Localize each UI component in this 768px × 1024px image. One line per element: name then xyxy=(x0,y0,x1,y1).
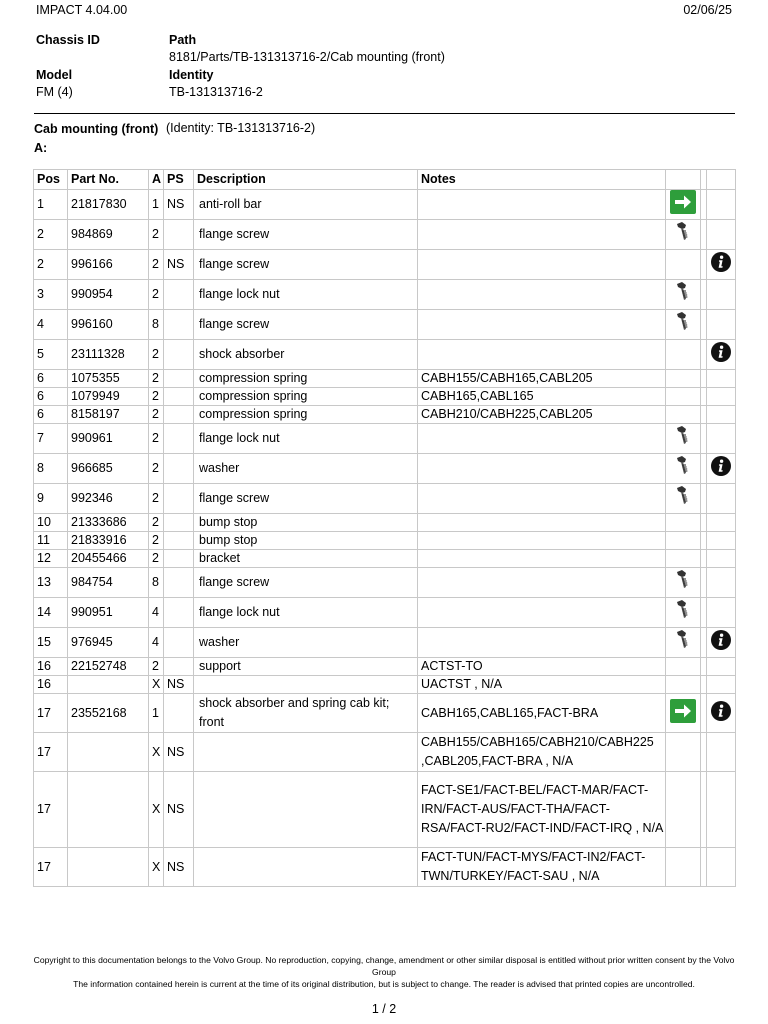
cell-ps: NS xyxy=(164,250,194,280)
cell-description: shock absorber and spring cab kit; front xyxy=(194,694,418,733)
cell-pos: 14 xyxy=(34,598,68,628)
cell-icon2 xyxy=(707,848,736,887)
cell-a: 4 xyxy=(149,628,164,658)
cell-ps: NS xyxy=(164,848,194,887)
identity-value: TB-131313716-2 xyxy=(169,85,263,99)
cell-notes xyxy=(418,340,666,370)
cell-a: 1 xyxy=(149,190,164,220)
cell-part-no: 21817830 xyxy=(68,190,149,220)
cell-ps xyxy=(164,370,194,388)
col-part-no: Part No. xyxy=(68,170,149,190)
cell-icon1 xyxy=(666,424,701,454)
cell-icon1 xyxy=(666,280,701,310)
cell-icon2 xyxy=(707,454,736,484)
cell-ps: NS xyxy=(164,190,194,220)
cell-part-no: 984869 xyxy=(68,220,149,250)
cell-description: support xyxy=(194,658,418,676)
cell-icon2 xyxy=(707,388,736,406)
cell-description: compression spring xyxy=(194,388,418,406)
cell-ps xyxy=(164,454,194,484)
cell-part-no: 23552168 xyxy=(68,694,149,733)
col-pos: Pos xyxy=(34,170,68,190)
cell-part-no: 996166 xyxy=(68,250,149,280)
cell-ps xyxy=(164,514,194,532)
table-row xyxy=(34,772,736,848)
cell-pos: 16 xyxy=(34,658,68,676)
cell-icon2 xyxy=(707,310,736,340)
cell-part-no: 21833916 xyxy=(68,532,149,550)
cell-pos: 2 xyxy=(34,220,68,250)
cell-icon2 xyxy=(707,250,736,280)
col-notes: Notes xyxy=(418,170,666,190)
cell-notes: CABH210/CABH225,CABL205 xyxy=(418,406,666,424)
cell-icon1 xyxy=(666,676,701,694)
table-row xyxy=(34,598,736,628)
cell-ps xyxy=(164,424,194,454)
cell-pos: 17 xyxy=(34,772,68,848)
cell-notes xyxy=(418,190,666,220)
info-icon[interactable] xyxy=(710,251,732,278)
cell-notes xyxy=(418,310,666,340)
info-icon[interactable] xyxy=(710,455,732,482)
cell-description: flange screw xyxy=(194,310,418,340)
part-image-icon[interactable] xyxy=(675,221,691,248)
cell-ps xyxy=(164,340,194,370)
part-image-icon[interactable] xyxy=(675,455,691,482)
cell-a: 2 xyxy=(149,532,164,550)
cell-description: flange screw xyxy=(194,220,418,250)
cell-a: 2 xyxy=(149,370,164,388)
col-a: A xyxy=(149,170,164,190)
cell-ps xyxy=(164,484,194,514)
cell-ps: NS xyxy=(164,733,194,772)
cell-notes: UACTST , N/A xyxy=(418,676,666,694)
info-icon[interactable] xyxy=(710,341,732,368)
cell-pos: 7 xyxy=(34,424,68,454)
cell-ps: NS xyxy=(164,676,194,694)
cell-icon1 xyxy=(666,694,701,733)
cell-icon1 xyxy=(666,733,701,772)
cell-notes: CABH165,CABL165 xyxy=(418,388,666,406)
cell-icon2 xyxy=(707,280,736,310)
path-value: 8181/Parts/TB-131313716-2/Cab mounting (front) xyxy=(169,50,445,64)
cell-part-no xyxy=(68,772,149,848)
table-row xyxy=(34,694,736,733)
cell-pos: 15 xyxy=(34,628,68,658)
cell-a: 2 xyxy=(149,388,164,406)
table-row xyxy=(34,370,736,388)
table-row xyxy=(34,848,736,887)
cell-pos: 11 xyxy=(34,532,68,550)
cell-icon2 xyxy=(707,406,736,424)
info-icon[interactable] xyxy=(710,629,732,656)
cell-description: flange screw xyxy=(194,568,418,598)
cell-notes: CABH155/CABH165/CABH210/CABH225 ,CABL205,FACT-BRA , N/A xyxy=(418,733,666,772)
cell-icon1 xyxy=(666,598,701,628)
cell-icon2 xyxy=(707,532,736,550)
cell-ps: NS xyxy=(164,772,194,848)
cell-part-no: 8158197 xyxy=(68,406,149,424)
cell-icon1 xyxy=(666,454,701,484)
cell-description: anti-roll bar xyxy=(194,190,418,220)
app-version: IMPACT 4.04.00 xyxy=(36,3,128,17)
cell-icon1 xyxy=(666,550,701,568)
section-title: Cab mounting (front) xyxy=(34,122,159,136)
cell-notes xyxy=(418,628,666,658)
cell-notes xyxy=(418,532,666,550)
cell-icon1 xyxy=(666,568,701,598)
cell-icon1 xyxy=(666,772,701,848)
cell-icon2 xyxy=(707,568,736,598)
cell-icon2 xyxy=(707,484,736,514)
part-image-icon[interactable] xyxy=(675,281,691,308)
cell-ps xyxy=(164,532,194,550)
cell-ps xyxy=(164,220,194,250)
cell-part-no: 1079949 xyxy=(68,388,149,406)
part-image-icon[interactable] xyxy=(675,569,691,596)
cell-description: flange lock nut xyxy=(194,598,418,628)
cell-a: 8 xyxy=(149,568,164,598)
cell-notes xyxy=(418,484,666,514)
cell-part-no: 990951 xyxy=(68,598,149,628)
header-divider xyxy=(34,113,735,114)
cell-icon1 xyxy=(666,310,701,340)
table-row xyxy=(34,484,736,514)
cell-a: 2 xyxy=(149,658,164,676)
cell-notes xyxy=(418,280,666,310)
cell-pos: 4 xyxy=(34,310,68,340)
cell-ps xyxy=(164,550,194,568)
cell-icon1 xyxy=(666,848,701,887)
cell-pos: 13 xyxy=(34,568,68,598)
cell-a: X xyxy=(149,848,164,887)
cell-notes xyxy=(418,514,666,532)
table-row xyxy=(34,388,736,406)
cell-description: bump stop xyxy=(194,514,418,532)
cell-icon1 xyxy=(666,220,701,250)
table-row xyxy=(34,568,736,598)
cell-notes: FACT-SE1/FACT-BEL/FACT-MAR/FACT-IRN/FACT-AUS/FACT-THA/FACT-RSA/FACT-RU2/FACT-IND/FACT-IRQ , N/A xyxy=(418,772,666,848)
cell-pos: 2 xyxy=(34,250,68,280)
cell-icon1 xyxy=(666,532,701,550)
cell-icon2 xyxy=(707,676,736,694)
identity-label: Identity xyxy=(169,68,214,82)
table-row xyxy=(34,733,736,772)
cell-ps xyxy=(164,280,194,310)
cell-icon2 xyxy=(707,733,736,772)
cell-icon2 xyxy=(707,550,736,568)
table-row xyxy=(34,250,736,280)
cell-a: 2 xyxy=(149,340,164,370)
cell-a: 4 xyxy=(149,598,164,628)
cell-a: 2 xyxy=(149,454,164,484)
cell-notes: CABH165,CABL165,FACT-BRA xyxy=(418,694,666,733)
cell-ps xyxy=(164,568,194,598)
table-row xyxy=(34,310,736,340)
cell-icon2 xyxy=(707,772,736,848)
cell-pos: 6 xyxy=(34,406,68,424)
cell-notes xyxy=(418,250,666,280)
table-row xyxy=(34,532,736,550)
cell-icon2 xyxy=(707,220,736,250)
part-image-icon[interactable] xyxy=(675,311,691,338)
parts-table-body xyxy=(34,190,736,887)
cell-part-no: 996160 xyxy=(68,310,149,340)
cell-icon2 xyxy=(707,628,736,658)
cell-ps xyxy=(164,406,194,424)
cell-notes: CABH155/CABH165,CABL205 xyxy=(418,370,666,388)
col-description: Description xyxy=(194,170,418,190)
col-icon1 xyxy=(666,170,701,190)
cell-description: flange lock nut xyxy=(194,280,418,310)
cell-pos: 9 xyxy=(34,484,68,514)
table-row xyxy=(34,676,736,694)
parts-table xyxy=(33,169,736,887)
cell-pos: 10 xyxy=(34,514,68,532)
cell-a: X xyxy=(149,676,164,694)
cell-ps xyxy=(164,628,194,658)
cell-a: 2 xyxy=(149,280,164,310)
cell-description: compression spring xyxy=(194,406,418,424)
table-row xyxy=(34,550,736,568)
cell-description: washer xyxy=(194,454,418,484)
cell-description xyxy=(194,772,418,848)
cell-part-no: 966685 xyxy=(68,454,149,484)
cell-description: shock absorber xyxy=(194,340,418,370)
cell-icon1 xyxy=(666,190,701,220)
info-icon[interactable] xyxy=(710,700,732,727)
table-header-row xyxy=(34,170,736,190)
cell-a: X xyxy=(149,733,164,772)
cell-pos: 6 xyxy=(34,388,68,406)
cell-notes xyxy=(418,424,666,454)
cell-pos: 3 xyxy=(34,280,68,310)
cell-notes xyxy=(418,220,666,250)
cell-description: flange screw xyxy=(194,484,418,514)
table-row xyxy=(34,406,736,424)
cell-pos: 17 xyxy=(34,694,68,733)
cell-a: 1 xyxy=(149,694,164,733)
cell-icon2 xyxy=(707,658,736,676)
cell-description: bump stop xyxy=(194,532,418,550)
cell-part-no: 976945 xyxy=(68,628,149,658)
cell-pos: 17 xyxy=(34,733,68,772)
part-image-icon[interactable] xyxy=(675,629,691,656)
cell-icon1 xyxy=(666,514,701,532)
cell-icon1 xyxy=(666,406,701,424)
cell-description: flange lock nut xyxy=(194,424,418,454)
cell-part-no: 23111328 xyxy=(68,340,149,370)
cell-part-no: 20455466 xyxy=(68,550,149,568)
cell-description: flange screw xyxy=(194,250,418,280)
part-image-icon[interactable] xyxy=(675,599,691,626)
cell-a: 2 xyxy=(149,220,164,250)
table-row xyxy=(34,340,736,370)
cell-part-no: 990961 xyxy=(68,424,149,454)
section-identity: (Identity: TB-131313716-2) xyxy=(166,121,316,135)
cell-icon2 xyxy=(707,190,736,220)
table-row xyxy=(34,424,736,454)
cell-pos: 17 xyxy=(34,848,68,887)
cell-pos: 6 xyxy=(34,370,68,388)
model-label: Model xyxy=(36,68,73,82)
col-icon2 xyxy=(707,170,736,190)
cell-description: washer xyxy=(194,628,418,658)
cell-icon1 xyxy=(666,388,701,406)
cell-a: 8 xyxy=(149,310,164,340)
cell-pos: 8 xyxy=(34,454,68,484)
section-sub: A: xyxy=(34,141,48,155)
cell-notes: FACT-TUN/FACT-MYS/FACT-IN2/FACT-TWN/TURKEY/FACT-SAU , N/A xyxy=(418,848,666,887)
cell-ps xyxy=(164,694,194,733)
cell-ps xyxy=(164,598,194,628)
cell-notes xyxy=(418,454,666,484)
cell-a: 2 xyxy=(149,250,164,280)
cell-icon2 xyxy=(707,694,736,733)
table-row xyxy=(34,628,736,658)
table-row xyxy=(34,280,736,310)
cell-description: bracket xyxy=(194,550,418,568)
cell-icon1 xyxy=(666,250,701,280)
part-image-icon[interactable] xyxy=(675,485,691,512)
cell-icon2 xyxy=(707,598,736,628)
cell-icon1 xyxy=(666,484,701,514)
cell-icon1 xyxy=(666,628,701,658)
cell-icon2 xyxy=(707,370,736,388)
cell-part-no xyxy=(68,848,149,887)
cell-part-no: 984754 xyxy=(68,568,149,598)
cell-pos: 16 xyxy=(34,676,68,694)
cell-notes xyxy=(418,598,666,628)
cell-a: 2 xyxy=(149,514,164,532)
cell-notes: ACTST-TO xyxy=(418,658,666,676)
table-row xyxy=(34,220,736,250)
cell-a: 2 xyxy=(149,550,164,568)
cell-description: compression spring xyxy=(194,370,418,388)
cell-pos: 5 xyxy=(34,340,68,370)
table-row xyxy=(34,454,736,484)
cell-ps xyxy=(164,658,194,676)
part-image-icon[interactable] xyxy=(675,425,691,452)
path-label: Path xyxy=(169,33,197,47)
chassis-label: Chassis ID xyxy=(36,33,100,47)
cell-notes xyxy=(418,550,666,568)
cell-a: 2 xyxy=(149,424,164,454)
cell-icon1 xyxy=(666,658,701,676)
cell-part-no: 990954 xyxy=(68,280,149,310)
cell-part-no xyxy=(68,733,149,772)
cell-description xyxy=(194,848,418,887)
cell-part-no: 21333686 xyxy=(68,514,149,532)
cell-icon2 xyxy=(707,424,736,454)
cell-part-no: 992346 xyxy=(68,484,149,514)
table-row xyxy=(34,514,736,532)
print-date: 02/06/25 xyxy=(683,3,732,17)
cell-icon2 xyxy=(707,340,736,370)
cell-part-no: 1075355 xyxy=(68,370,149,388)
cell-ps xyxy=(164,310,194,340)
cell-a: 2 xyxy=(149,484,164,514)
table-row xyxy=(34,190,736,220)
cell-pos: 1 xyxy=(34,190,68,220)
model-value: FM (4) xyxy=(36,85,73,99)
table-row xyxy=(34,658,736,676)
cell-a: 2 xyxy=(149,406,164,424)
page-number: 1 / 2 xyxy=(371,1002,397,1016)
cell-description xyxy=(194,676,418,694)
cell-part-no: 22152748 xyxy=(68,658,149,676)
cell-description xyxy=(194,733,418,772)
cell-icon1 xyxy=(666,370,701,388)
cell-notes xyxy=(418,568,666,598)
cell-icon2 xyxy=(707,514,736,532)
cell-a: X xyxy=(149,772,164,848)
col-ps: PS xyxy=(164,170,194,190)
cell-pos: 12 xyxy=(34,550,68,568)
validity-notice: The information contained herein is current at the time of its original distribution, but is subject to change. The reader is advised that printed copies are uncontrolled. xyxy=(73,979,695,989)
copyright-notice: Copyright to this documentation belongs to the Volvo Group. No reproduction, copying, change, amendment or other similar disposal is entitled without prior written consent by the Volvo Group xyxy=(33,955,735,977)
go-to-arrow-icon[interactable] xyxy=(670,190,696,219)
cell-part-no xyxy=(68,676,149,694)
cell-icon1 xyxy=(666,340,701,370)
go-to-arrow-icon[interactable] xyxy=(670,699,696,728)
cell-ps xyxy=(164,388,194,406)
